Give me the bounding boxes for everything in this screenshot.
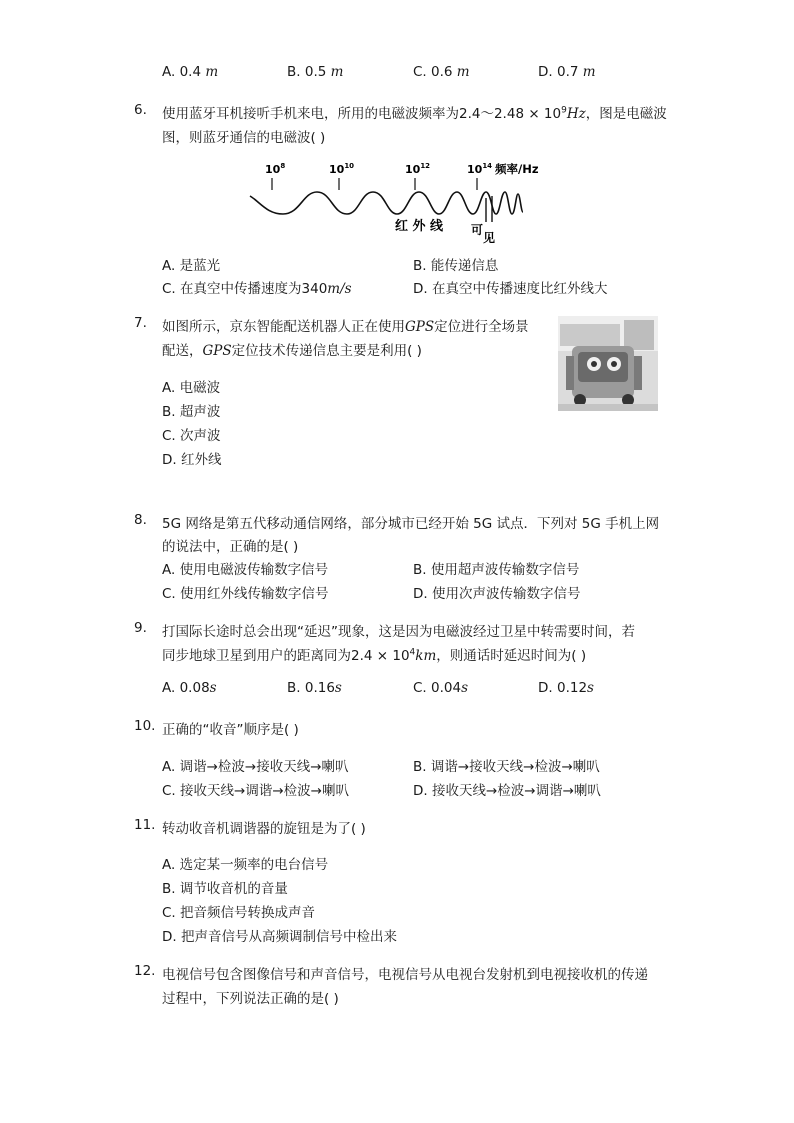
q8-option-d: D. 使用次声波传输数字信号 [413, 586, 581, 602]
q8-stem-line1: 5G 网络是第五代移动通信网络，部分城市已经开始 5G 试点．下列对 5G 手机上网 [162, 516, 660, 532]
q7-option-b: B. 超声波 [162, 404, 221, 420]
q11-option-c: C. 把音频信号转换成声音 [162, 905, 316, 921]
q5-option-d: D. 0.7 m [538, 64, 596, 80]
q10-stem-line1: 正确的“收音”顺序是( ) [162, 722, 299, 738]
q5-option-a: A. 0.4 m [162, 64, 219, 80]
q12-stem-line2: 过程中，下列说法正确的是( ) [162, 991, 339, 1007]
q7-stem-line1: 如图所示，京东智能配送机器人正在使用GPS定位进行全场景 [162, 319, 529, 335]
q11-number: 11. [134, 817, 156, 833]
q9-option-a: A. 0.08s [162, 680, 217, 696]
q7-number: 7. [134, 315, 147, 331]
q10-option-a: A. 调谐→检波→接收天线→喇叭 [162, 759, 349, 775]
frequency-axis-label: 频率/Hz [495, 162, 539, 176]
em-spectrum-diagram [245, 156, 545, 248]
q9-stem-line2: 同步地球卫星到用户的距离同为$2.4 \times 10^4km$，则通话时延迟时间为( ) [162, 647, 587, 664]
q8-option-b: B. 使用超声波传输数字信号 [413, 562, 580, 578]
q9-stem-line1: 打国际长途时总会出现“延迟”现象，这是因为电磁波经过卫星中转需要时间，若 [162, 624, 635, 640]
q12-number: 12. [134, 963, 156, 979]
q5-option-c: C. 0.6 m [413, 64, 470, 80]
visible-label-2: 见 [483, 231, 496, 245]
tick-label-1e14: $10^{14}$ [467, 162, 493, 176]
q5-option-b: B. 0.5 m [287, 64, 344, 80]
visible-label-1: 可 [471, 223, 484, 237]
q10-option-d: D. 接收天线→检波→调谐→喇叭 [413, 783, 601, 799]
q11-stem-line1: 转动收音机调谐器的旋钮是为了( ) [162, 821, 366, 837]
wave-curve [250, 192, 523, 214]
q8-number: 8. [134, 512, 147, 528]
q8-option-a: A. 使用电磁波传输数字信号 [162, 562, 329, 578]
q10-option-b: B. 调谐→接收天线→检波→喇叭 [413, 759, 600, 775]
q6-option-c: C. 在真空中传播速度为340m/s [162, 281, 352, 297]
q6-number: 6. [134, 102, 147, 118]
tick-label-1e10: $10^{10}$ [329, 162, 355, 176]
delivery-robot-photo [558, 316, 658, 411]
q7-option-a: A. 电磁波 [162, 380, 221, 396]
q6-option-d: D. 在真空中传播速度比红外线大 [413, 281, 608, 297]
q11-option-b: B. 调节收音机的音量 [162, 881, 288, 897]
q9-option-c: C. 0.04s [413, 680, 469, 696]
q8-option-c: C. 使用红外线传输数字信号 [162, 586, 329, 602]
q7-stem-line2: 配送，GPS定位技术传递信息主要是利用( ) [162, 343, 422, 359]
q11-option-d: D. 把声音信号从高频调制信号中检出来 [162, 929, 397, 945]
q7-option-c: C. 次声波 [162, 428, 221, 444]
q10-option-c: C. 接收天线→调谐→检波→喇叭 [162, 783, 349, 799]
q6-stem-line2: 图，则蓝牙通信的电磁波( ) [162, 130, 326, 146]
q6-stem-line1: 使用蓝牙耳机接听手机来电，所用的电磁波频率为2.4～2.48 × $10^9Hz$，图是电磁波 [162, 105, 667, 122]
tick-label-1e12: $10^{12}$ [405, 162, 431, 176]
q9-number: 9. [134, 620, 147, 636]
q8-stem-line2: 的说法中，正确的是( ) [162, 539, 299, 555]
q11-option-a: A. 选定某一频率的电台信号 [162, 857, 329, 873]
q6-option-b: B. 能传递信息 [413, 258, 499, 274]
q9-option-d: D. 0.12s [538, 680, 594, 696]
q10-number: 10. [134, 718, 156, 734]
q6-option-a: A. 是蓝光 [162, 258, 221, 274]
q12-stem-line1: 电视信号包含图像信号和声音信号，电视信号从电视台发射机到电视接收机的传递 [162, 967, 648, 983]
infrared-label: 红 外 线 [395, 219, 444, 234]
q7-option-d: D. 红外线 [162, 452, 222, 468]
q9-option-b: B. 0.16s [287, 680, 342, 696]
tick-label-1e8: $10^8$ [265, 162, 286, 176]
